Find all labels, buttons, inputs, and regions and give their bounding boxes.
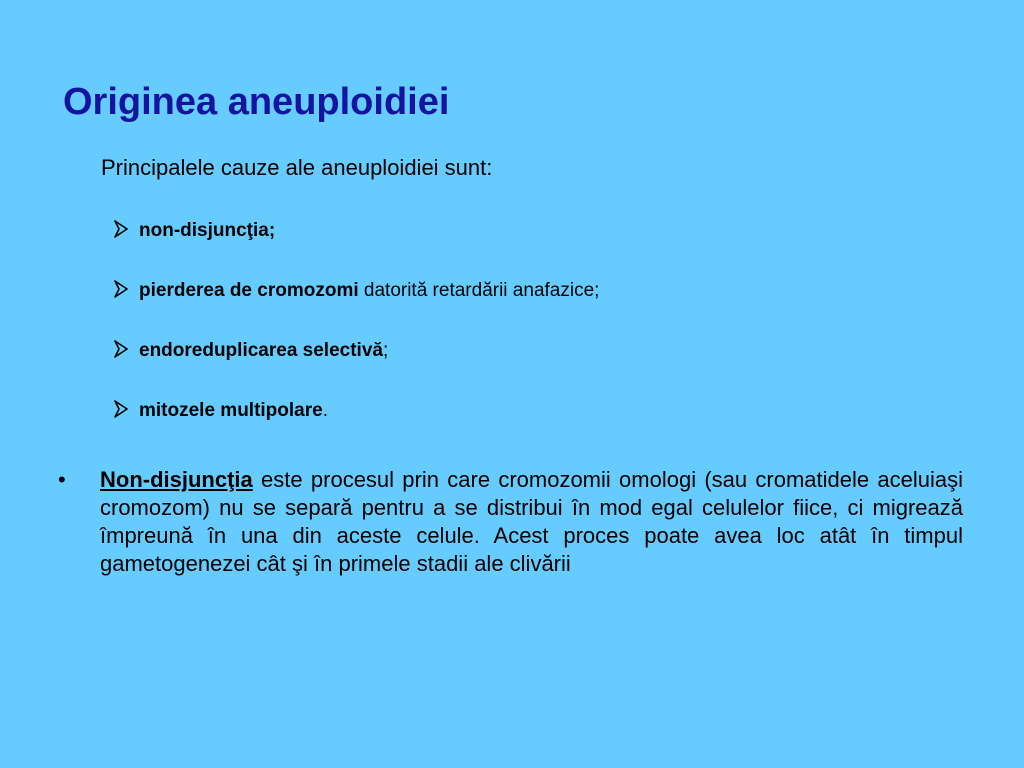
cause-item [114, 217, 599, 245]
definition-body: este procesul prin care cromozomii omologi (sau cromatidele aceluiaşi cromozom) nu se separă pentru a se distribui în mod egal celulelor fiice, ci migrează împreună în una din aceste celule. Acest proces poate avea loc atât în timpul gametogenezei cât şi în primele stadii ale clivării [100, 467, 963, 576]
cause-term: endoreduplicarea selectivă [139, 340, 383, 361]
cause-item [114, 397, 599, 425]
definition-paragraph [58, 466, 963, 578]
intro-text: Principalele cauze ale aneuploidiei sunt: [101, 155, 493, 180]
cause-term: non-disjuncţia; [139, 220, 276, 241]
causes-list [114, 217, 599, 425]
slide-title: Originea aneuploidiei [63, 81, 450, 123]
definition-text [100, 466, 963, 578]
cause-item [114, 277, 599, 305]
arrowhead-icon [114, 340, 128, 358]
arrowhead-icon [114, 400, 128, 418]
arrowhead-icon [114, 220, 128, 238]
arrowhead-icon [114, 280, 128, 298]
cause-term: mitozele multipolare [139, 400, 323, 421]
cause-term: pierderea de cromozomi [139, 280, 359, 301]
definition-term: Non-disjuncţia [100, 467, 253, 492]
cause-item [114, 337, 599, 365]
cause-rest: ; [382, 340, 389, 361]
cause-rest: datorită retardării anafazice; [358, 280, 600, 301]
bullet-dot: • [58, 467, 66, 492]
cause-rest: . [322, 400, 328, 421]
